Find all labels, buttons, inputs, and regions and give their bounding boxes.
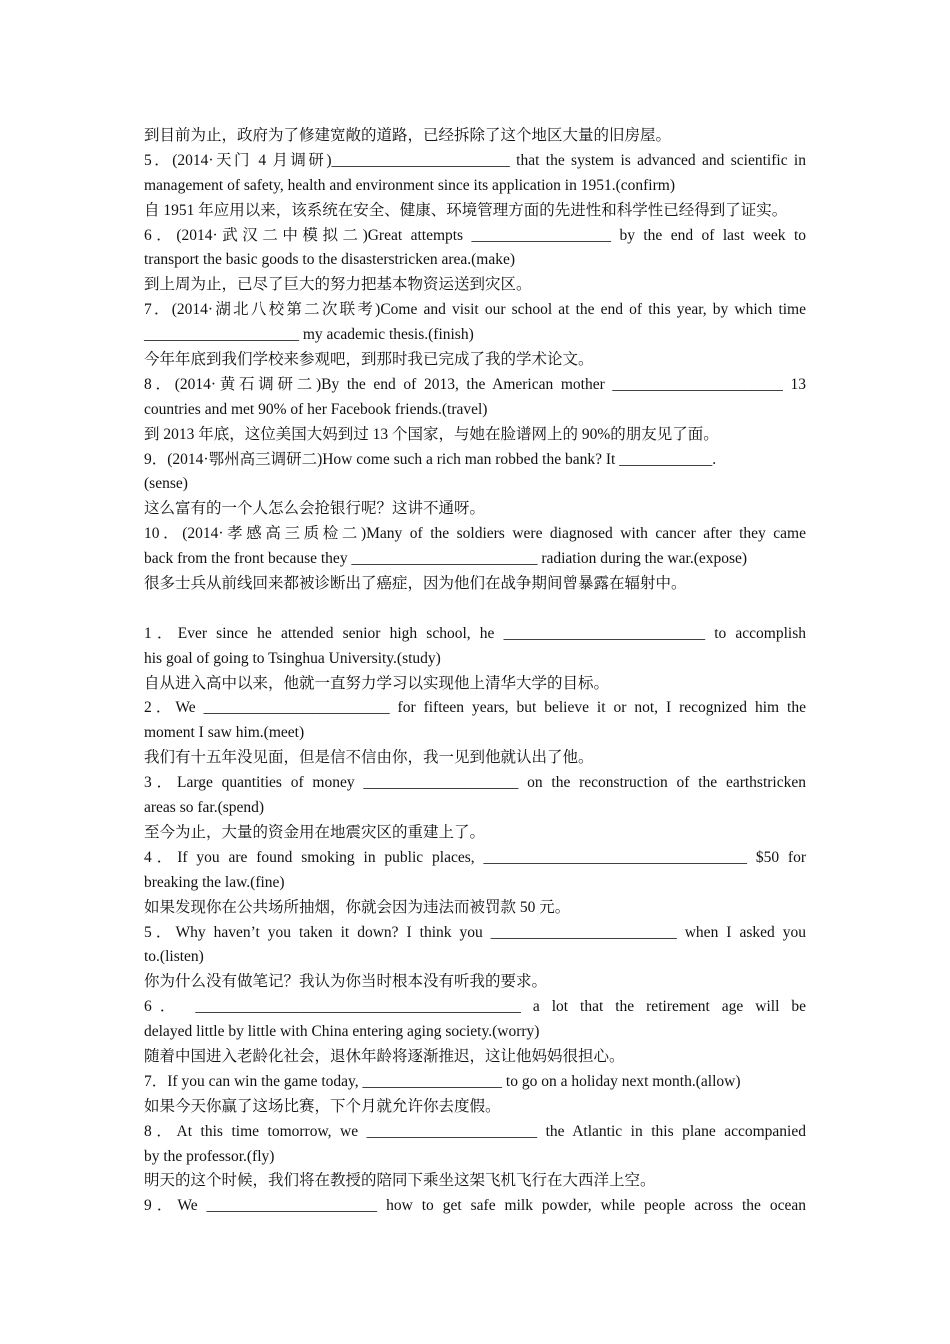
text-line: 到目前为止，政府为了修建宽敞的道路，已经拆除了这个地区大量的旧房屋。	[144, 127, 672, 144]
text-line: 很多士兵从前线回来都被诊断出了癌症，因为他们在战争期间曾暴露在辐射中。	[144, 575, 687, 593]
text-line: moment I saw him.(meet)	[144, 724, 305, 742]
text-line: 8．(2014·黄石调研二)By the end of 2013, the American mother ______________________ 13	[144, 375, 806, 393]
section-gap	[144, 597, 806, 622]
text-line: 明天的这个时候，我们将在教授的陪同下乘坐这架飞机飞行在大西洋上空。	[144, 1172, 656, 1190]
text-line: 我们有十五年没见面，但是信不信由你，我一见到他就认出了他。	[144, 749, 594, 767]
text-line: countries and met 90% of her Facebook friends.(travel)	[144, 400, 488, 418]
text-line: back from the front because they ________________________ radiation during the war.(expose)	[144, 550, 748, 568]
text-line: 7．(2014·湖北八校第二次联考)Come and visit our school at the end of this year, by which time	[144, 301, 806, 319]
text-line: 到 2013 年底，这位美国大妈到过 13 个国家，与她在脸谱网上的 90%的朋友见了面。	[144, 425, 719, 443]
document-page	[144, 124, 806, 1219]
text-line: to.(listen)	[144, 948, 204, 966]
text-line: 到上周为止，已尽了巨大的努力把基本物资运送到灾区。	[144, 276, 532, 294]
text-line: areas so far.(spend)	[144, 799, 265, 817]
text-line: 如果今天你赢了这场比赛，下个月就允许你去度假。	[144, 1097, 501, 1115]
exercise-section-b	[144, 622, 806, 1219]
text-line: 8．At this time tomorrow, we ______________________ the Atlantic in this plane accompanied	[144, 1122, 806, 1140]
text-line: breaking the law.(fine)	[144, 873, 285, 891]
text-line: 至今为止，大量的资金用在地震灾区的重建上了。	[144, 823, 486, 841]
text-line: 10．(2014·孝感高三质检二)Many of the soldiers were diagnosed with cancer after they came	[144, 525, 806, 543]
text-line: (sense)	[144, 475, 188, 493]
text-line: by the professor.(fly)	[144, 1147, 275, 1165]
text-line: 你为什么没有做笔记？我认为你当时根本没有听我的要求。	[144, 973, 548, 991]
text-line: 4．If you are found smoking in public places, __________________________________ $50 for	[144, 848, 806, 866]
text-line: 2．We ________________________ for fifteen years, but believe it or not, I recognized him the	[144, 699, 806, 717]
text-line: 5．(2014·天门 4 月调研)_______________________ that the system is advanced and scientific in	[144, 151, 806, 169]
text-line: 5．Why haven’t you taken it down? I think you ________________________ when I asked you	[144, 923, 806, 941]
text-line: management of safety, health and environment since its application in 1951.(confirm)	[144, 176, 675, 194]
text-line: ____________________ my academic thesis.(finish)	[144, 326, 474, 344]
text-line: 9．We ______________________ how to get safe milk powder, while people across the ocean	[144, 1197, 806, 1215]
text-line: 1．Ever since he attended senior high school, he __________________________ to accomplish	[144, 624, 806, 642]
text-line: 自 1951 年应用以来，该系统在安全、健康、环境管理方面的先进性和科学性已经得到了证实。	[144, 201, 788, 219]
text-line: 7．If you can win the game today, __________________ to go on a holiday next month.(allow)	[144, 1072, 741, 1090]
text-line: transport the basic goods to the disasterstricken area.(make)	[144, 251, 516, 269]
text-line: delayed little by little with China entering aging society.(worry)	[144, 1023, 540, 1041]
text-line: 自从进入高中以来，他就一直努力学习以实现他上清华大学的目标。	[144, 674, 610, 692]
text-line: his goal of going to Tsinghua University.(study)	[144, 649, 441, 667]
text-line: 9．(2014·鄂州高三调研二)How come such a rich man robbed the bank? It ____________.	[144, 450, 717, 468]
text-line: 今年年底到我们学校来参观吧，到那时我已完成了我的学术论文。	[144, 351, 594, 369]
text-line: 如果发现你在公共场所抽烟，你就会因为违法而被罚款 50 元。	[144, 898, 571, 916]
text-line: 这么富有的一个人怎么会抢银行呢？这讲不通呀。	[144, 500, 486, 518]
exercise-section-a	[144, 124, 806, 597]
text-line: 3．Large quantities of money ____________________ on the reconstruction of the earthstricken	[144, 774, 806, 792]
text-line: 6．(2014·武汉二中模拟二)Great attempts __________________ by the end of last week to	[144, 226, 806, 244]
text-line: 随着中国进入老龄化社会，退休年龄将逐渐推迟，这让他妈妈很担心。	[144, 1047, 625, 1065]
text-line: 6． __________________________________________ a lot that the retirement age will be	[144, 998, 806, 1016]
